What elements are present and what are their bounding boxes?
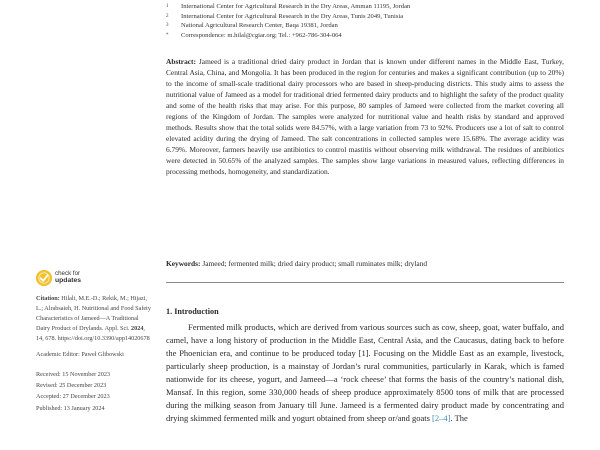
affiliation-mark: 3 [166,23,169,29]
date-accepted: Accepted: 27 December 2023 [36,393,110,401]
citation-year: 2024 [131,325,144,333]
check-updates-label [55,271,81,284]
abstract-text: Jameed is a traditional dried dairy product in Jordan that is known under different names in the Middle East, Turkey, Central Asia, China, and Mongolia. It has been produced in the region for centuries and makes a significant contribution (up to 20%) to the income of small-scale traditional dairy processors who are based in sheep-producing districts. This study aims to assess the nutritional value of Jameed as a model for traditional dried fermented dairy products and to highlight the safety of the product quality and some of the health risks that may arise. For this purpose, 80 samples of Jameed were collected from the market covering all regions of the Kingdom of Jordan. The samples were analyzed for nutritional value and health risks by standard and approved methods. Results show that the total solids were 84.57%, with a large variation from 73 to 92%. Producers use a lot of salt to control elevated acidity during the drying of Jameed. The salt concentrations in collected samples were 15.68%. The average acidity was 6.79%. Moreover, farmers heavily use antibiotics to control mastitis without observing milk withdrawal. The residues of antibiotics were detected in 50.65% of the analyzed samples. The samples show large variations in measured values, reflecting differences in processing methods, homogeneity, and standardization. [166,57,564,177]
keywords-label: Keywords: [166,259,201,268]
date-published: Published: 13 January 2024 [36,404,105,412]
check-updates-line1: check for [55,270,81,278]
affiliation-3 [164,21,584,31]
section-divider [166,282,564,283]
intro-text-2: . Focusing on the Middle East as an example, livestock, particularly sheep production, is a mainstay of Jordan’s rural communities, particularly in Karak, which is famed nationwide for its cheese, yogurt, and Jameed—a ‘rock cheese’ that forms the basis of the country’s national dish, Mansaf. In this region, some 330,000 heads of sheep produce approximately 8500 tons of milk that are processed during the milking season from January till June. Jameed is a fermented dairy product made by concentrating and drying skimmed fermented milk and yogurt obtained from sheep or/and goats [166,348,564,424]
correspondence-text[interactable]: Correspondence: m.hilal@cgiar.org; Tel.: +962-786-304-064 [181,31,342,39]
affiliation-text: National Agricultural Research Center, Baqa 19381, Jordan [181,22,338,30]
citation [36,294,154,344]
citation-doi[interactable]: , 14, 678. https://doi.org/10.3390/app14020678 [36,325,150,343]
reference-link-2-4[interactable]: [2–4] [432,413,451,424]
citation-label: Citation: [36,295,60,302]
check-updates-line2: updates [55,277,82,284]
correspondence-mark: * [166,32,169,38]
abstract [166,56,564,178]
affiliation-mark: 1 [166,4,169,9]
academic-editor: Academic Editor: Paweł Glibowski [36,351,124,359]
publication-dates [36,369,154,415]
keywords [166,258,564,269]
date-revised: Revised: 25 December 2023 [36,381,107,389]
affiliation-1 [164,2,584,12]
section-heading-introduction: 1. Introduction [166,307,219,316]
citation-text: Hilali, M.E.-D.; Rekik, M.; Hijazi, L.; Alrabsaieh, H. Nutritional and Food Safety Characteristics of Jameed—A Traditional Dairy Product of Drylands. Appl. Sci. [36,295,151,333]
correspondence [164,31,584,41]
affiliation-2 [164,12,584,22]
check-updates-icon [36,270,52,286]
article-sidebar [36,294,154,414]
date-received: Received: 15 November 2023 [36,370,111,378]
intro-text-1: Fermented milk products, which are derived from various sources such as cow, sheep, goat, water buffalo, and camel, have a long history of production in the Middle East, Central Asia, and the Caucasus, dating back to before the Phoenician era, and continue to be produced today [166,322,564,359]
affiliation-text: International Center for Agricultural Research in the Dry Areas, Tunis 2049, Tunisia [181,12,404,20]
introduction-paragraph [166,321,564,425]
abstract-label: Abstract: [166,57,196,66]
intro-text-3: . The [450,413,468,424]
keywords-text: Jameed; fermented milk; dried dairy product; small ruminates milk; dryland [202,259,428,268]
affiliation-mark: 2 [166,13,169,19]
affiliations [164,2,584,40]
affiliation-text: International Center for Agricultural Research in the Dry Areas, Amman 11195, Jordan [181,3,411,10]
check-for-updates-button[interactable] [36,270,81,286]
reference-link-1[interactable]: [1] [358,348,369,359]
